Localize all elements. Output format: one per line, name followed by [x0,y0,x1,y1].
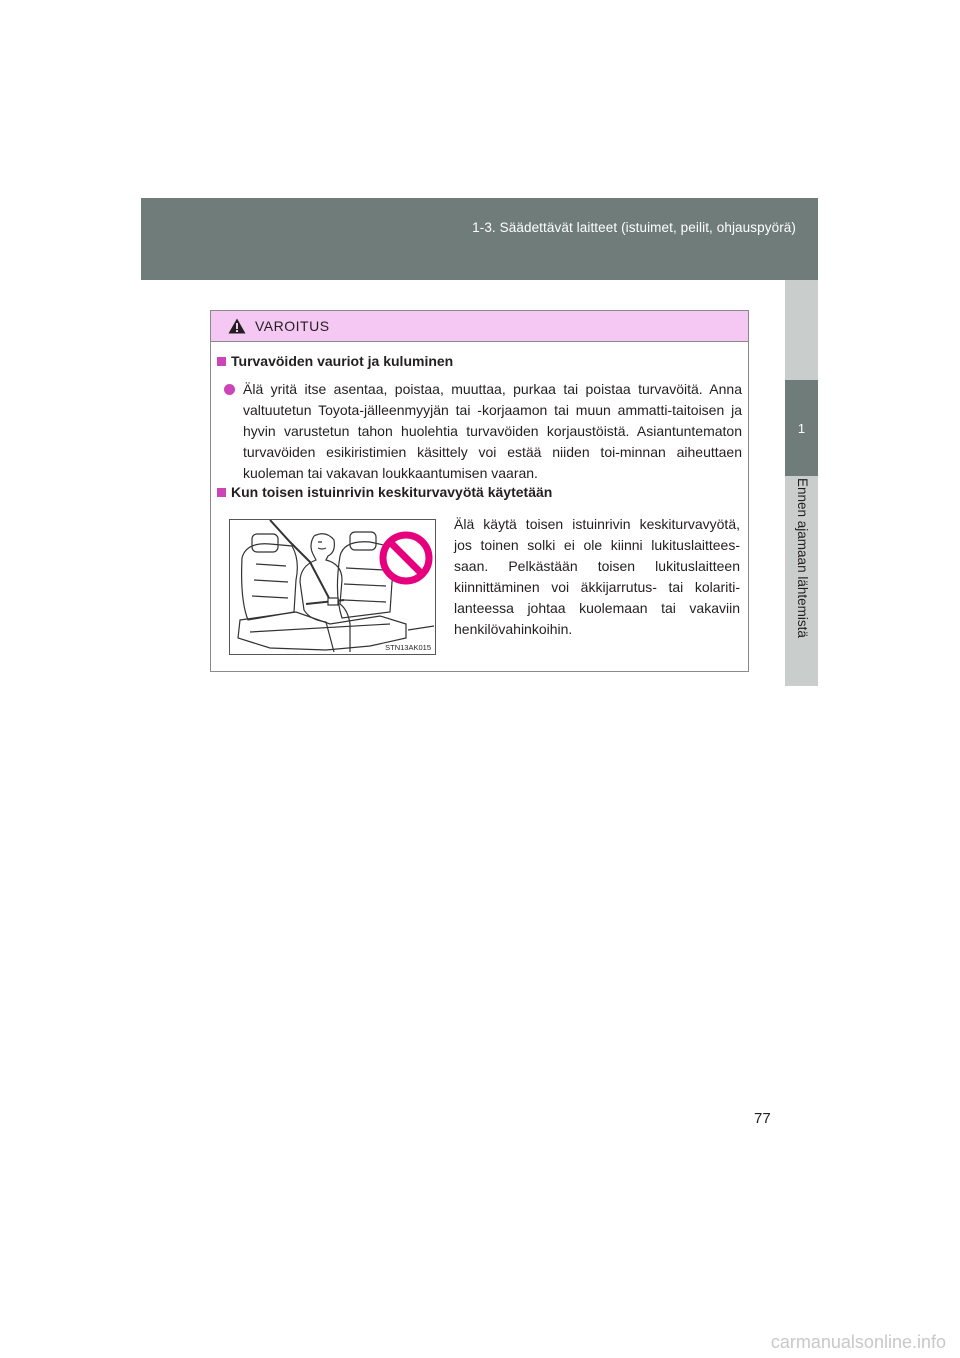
section-title: 1-3. Säädettävät laitteet (istuimet, peilit, ohjauspyörä) [472,220,796,235]
square-bullet-icon [217,488,226,497]
seatbelt-illustration [229,519,436,655]
section-heading-center-belt [217,484,552,500]
square-bullet-icon [217,357,226,366]
header-bar [141,198,818,280]
chapter-number-tab: 1 [785,380,818,476]
section-heading-text: Kun toisen istuinrivin keskiturvavyötä käytetään [231,484,553,500]
warning-triangle-icon [228,318,246,334]
round-bullet-icon [224,384,235,395]
center-belt-warning-text: Älä käytä toisen istuinrivin keskiturvavyötä, jos toinen solki ei ole kiinni lukituslaittees-saan. Pelkästään toisen lukituslaitteen kiinnittäminen voi äkkijarrutus- tai kolariti-lanteessa johtaa kuolemaan tai vakaviin henkilövahinkoihin. [454,516,740,637]
list-item [224,379,742,484]
section-heading-text: Turvavöiden vauriot ja kuluminen [231,353,454,369]
bullet-text: Älä yritä itse asentaa, poistaa, muuttaa, purkaa tai poistaa turvavöitä. Anna valtuutetun Toyota-jälleenmyyjän tai -korjaamon tai muun ammatti-taitoisen ja hyvin varustetun tahon huolehtia turvavöiden korjaustöistä. Asiantuntematon turvavöiden esikiristimien käsittely voi estää niiden toi-minnan aiheuttaen kuoleman tai vakavan loukkaantumisen vaaran. [243,381,742,481]
chapter-label: Ennen ajamaan lähtemistä [795,478,810,638]
prohibited-sign-icon [383,535,429,581]
warning-header [211,311,748,342]
illustration-code: STN13AK015 [385,643,431,652]
section-heading-damage [217,353,453,369]
page-number: 77 [754,1110,771,1127]
side-tab-top [785,280,818,380]
rear-seat-drawing [230,520,435,654]
warning-title: VAROITUS [255,318,330,334]
warning-box [210,310,749,672]
watermark: carmanualsonline.info [770,1332,946,1352]
